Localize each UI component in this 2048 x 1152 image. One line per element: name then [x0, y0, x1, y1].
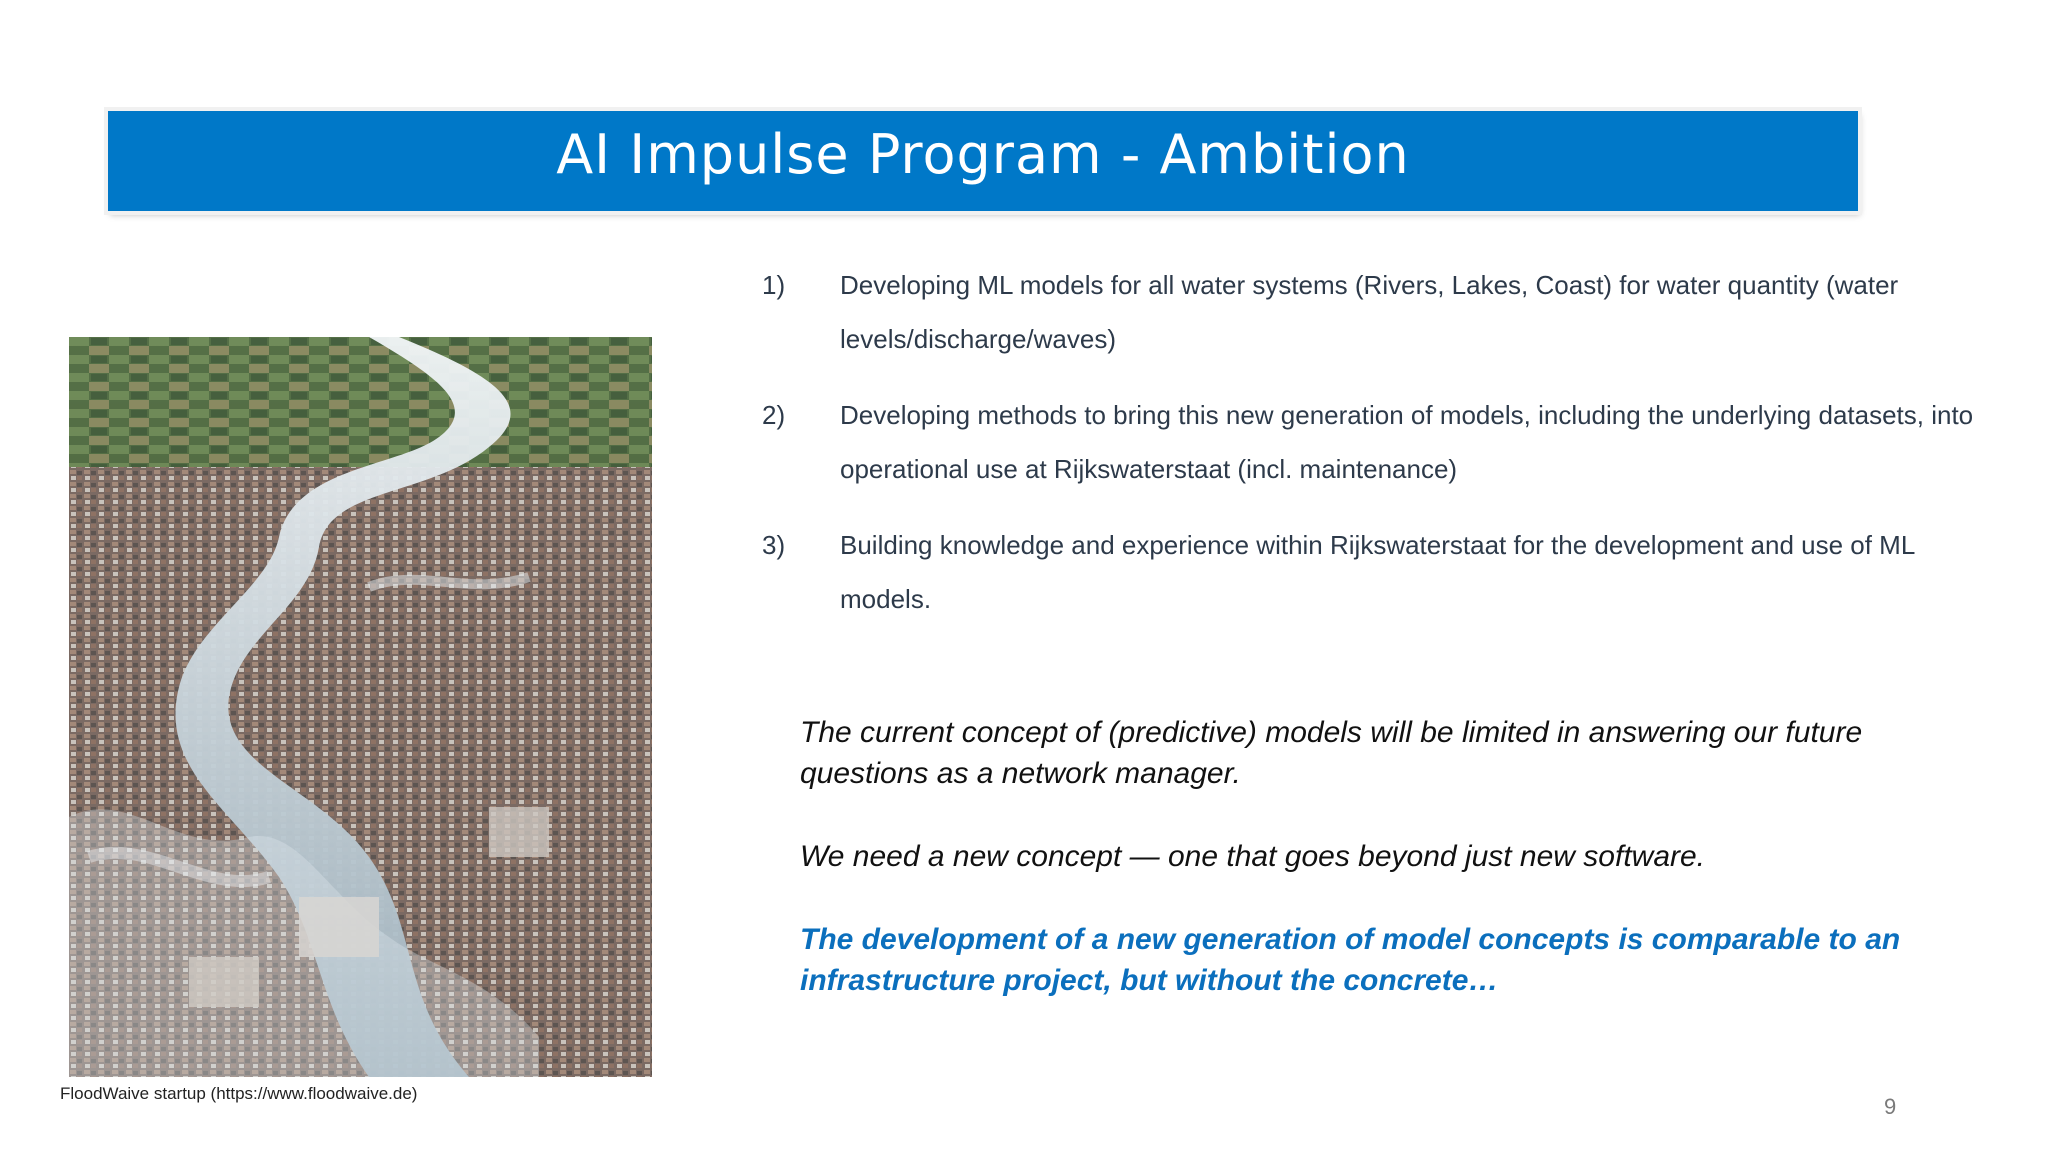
statement-new-concept: We need a new concept — one that goes beyond just new software. [800, 840, 1706, 873]
statement-limited-concept: The current concept of (predictive) models will be limited in answering our future questions as a network manager. [800, 716, 1863, 790]
title-bar [108, 111, 1858, 211]
ambition-number: 1) [762, 270, 786, 300]
ambition-text: Developing methods to bring this new generation of models, including the underlying datasets, into operational use at Rijkswaterstaat (incl. maintenance) [840, 400, 1974, 484]
aerial-photo-illustration [69, 337, 652, 1077]
page-number: 9 [1884, 1094, 1897, 1119]
ambition-text: Developing ML models for all water systems (Rivers, Lakes, Coast) for water quantity (water levels/discharge/waves) [840, 270, 1899, 354]
ambition-list [762, 258, 2012, 648]
ambition-text: Building knowledge and experience within Rijkswaterstaat for the development and use of ML models. [840, 530, 1915, 614]
slide-title: AI Impulse Program - Ambition [556, 122, 1410, 186]
statements-block [800, 712, 1980, 1043]
ambition-number: 2) [762, 400, 786, 430]
ambition-item [762, 518, 2012, 626]
statement-infrastructure: The development of a new generation of model concepts is comparable to an infrastructure project, but without the concrete… [800, 923, 1901, 997]
ambition-number: 3) [762, 530, 786, 560]
image-caption: FloodWaive startup (https://www.floodwaive.de) [60, 1084, 418, 1103]
ambition-item [762, 258, 2012, 366]
aerial-city-river-image [69, 337, 652, 1077]
ambition-item [762, 388, 2012, 496]
